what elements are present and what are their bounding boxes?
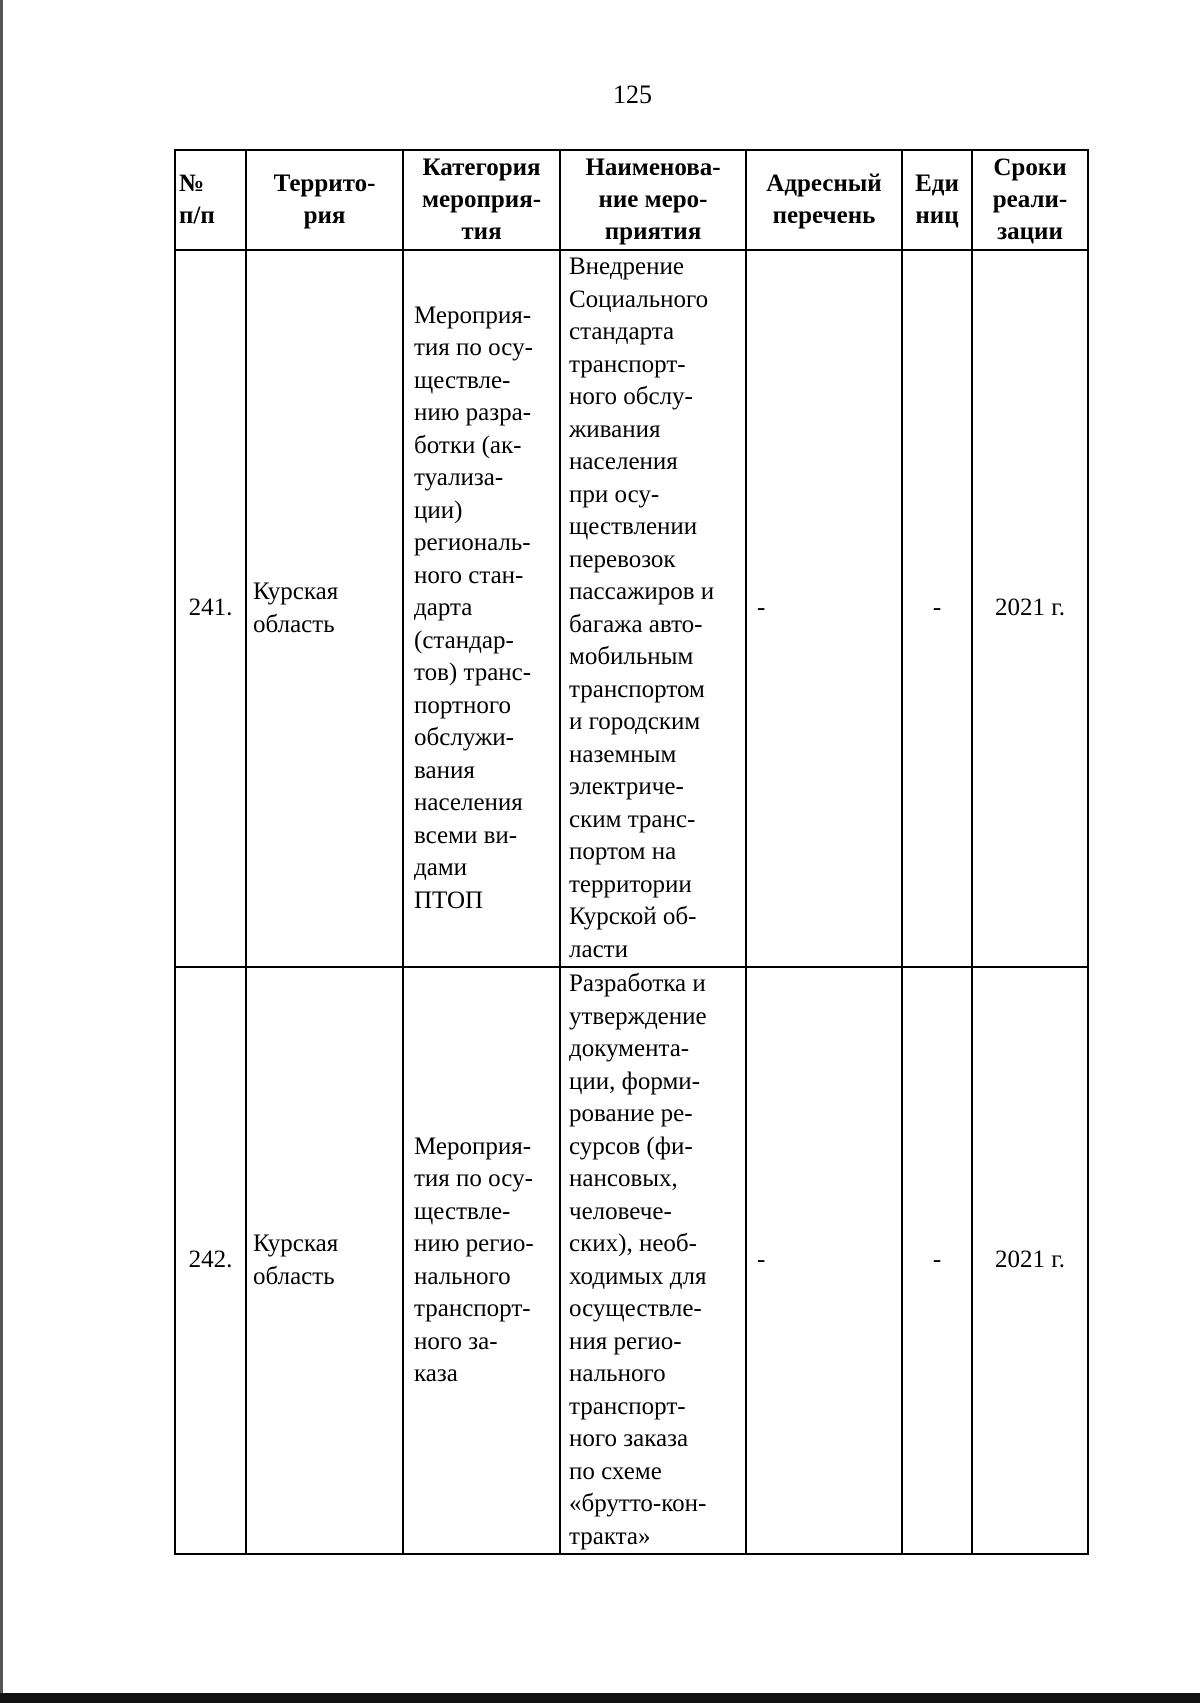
header-num: № п/п (175, 150, 246, 250)
table-row (175, 967, 1088, 1554)
row-name: Внедрение Социального стандарта транспорт- ного обслу- живания населения при осу- ществлении перевозок пассажиров и багажа авто- мобильным транспортом и городским наземным электриче- ским транс- портом на территории Курской об- ласти (560, 250, 746, 967)
header-units: Еди ниц (902, 150, 972, 250)
row-num: 241. (175, 250, 246, 967)
row-address-list: - (746, 967, 902, 1554)
header-category: Категория мероприя- тия (403, 150, 560, 250)
scan-edge-left (0, 0, 3, 1703)
page-number: 125 (613, 80, 652, 109)
row-units: - (902, 250, 972, 967)
row-category: Мероприя- тия по осу- ществле- нию разра- ботки (ак- туализа- ции) региональ- ного стан- дарта (стандар- тов) транс- портного обслужи- вания населения всеми ви- дами ПТОП (403, 250, 560, 967)
scan-edge-bottom (0, 1693, 1200, 1703)
row-territory: Курская область (246, 250, 403, 967)
row-units: - (902, 967, 972, 1554)
row-terms: 2021 г. (972, 250, 1088, 967)
measures-table (174, 149, 1089, 1555)
row-address-list: - (746, 250, 902, 967)
header-name: Наименова- ние меро- приятия (560, 150, 746, 250)
row-territory: Курская область (246, 967, 403, 1554)
header-terms: Сроки реали- зации (972, 150, 1088, 250)
header-address-list: Адресный перечень (746, 150, 902, 250)
table-header-row (175, 150, 1088, 250)
row-num: 242. (175, 967, 246, 1554)
header-territory: Террито- рия (246, 150, 403, 250)
row-name: Разработка и утверждение документа- ции, форми- рование ре- сурсов (фи- нансовых, человече- ских), необ- ходимых для осуществле- ния регио- нального транспорт- ного заказа по схеме «брутто-кон- тракта» (560, 967, 746, 1554)
row-category: Мероприя- тия по осу- ществле- нию регио- нального транспорт- ного за- каза (403, 967, 560, 1554)
row-terms: 2021 г. (972, 967, 1088, 1554)
table-row (175, 250, 1088, 967)
